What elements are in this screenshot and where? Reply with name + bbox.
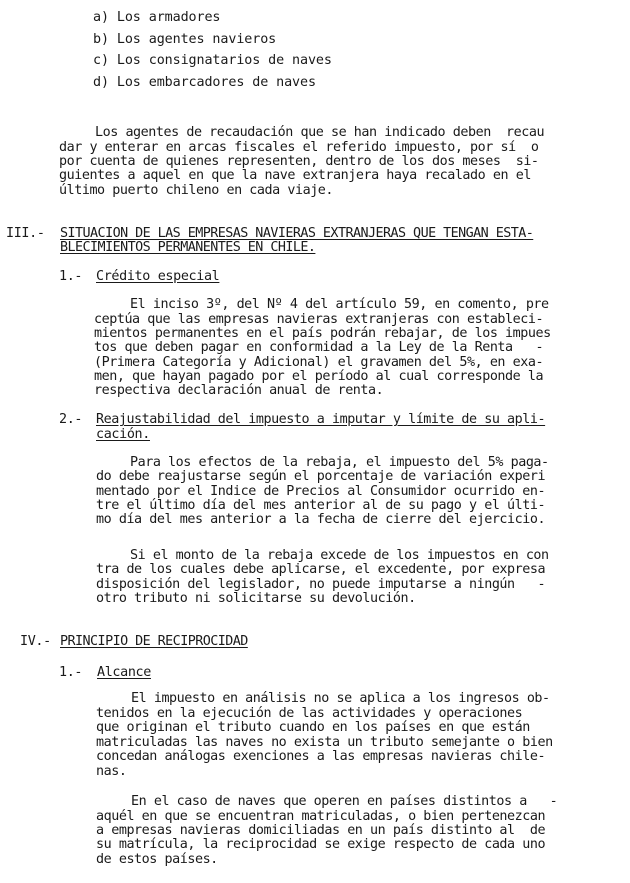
section-title: SITUACION DE LAS EMPRESAS NAVIERAS EXTRANJERAS QUE TENGAN ESTA-	[60, 226, 534, 241]
paragraph-line: a empresas navieras domiciliadas en un país distinto al de	[96, 823, 546, 838]
paragraph-line: El impuesto en análisis no se aplica a los ingresos ob-	[131, 691, 550, 706]
paragraph-line: último puerto chileno en cada viaje.	[59, 183, 334, 198]
paragraph-line: tre el último día del mes anterior al de su pago y el últi-	[96, 498, 546, 513]
paragraph-line: que originan el tributo cuando en los países en que están	[96, 720, 530, 735]
subsection-title: Crédito especial	[96, 269, 220, 284]
paragraph-line: su matrícula, la reciprocidad se exige respecto de cada uno	[96, 837, 546, 852]
section-numeral: III.-	[6, 226, 45, 241]
subsection-number: 1.-	[59, 269, 83, 284]
paragraph-line: mo día del mes anterior a la fecha de cierre del ejercicio.	[96, 512, 546, 527]
paragraph-line: por cuenta de quienes representen, dentro de los dos meses si-	[59, 154, 539, 169]
paragraph-line: do debe reajustarse según el porcentaje de variación experi	[96, 469, 546, 484]
paragraph-line: En el caso de naves que operen en países distintos a -	[131, 794, 558, 809]
paragraph-line: ceptúa que las empresas navieras extranjeras con estableci-	[94, 312, 544, 327]
list-item: b) Los agentes navieros	[93, 32, 277, 47]
paragraph-line: de estos países.	[96, 852, 218, 867]
paragraph-line: respectiva declaración anual de renta.	[94, 383, 384, 398]
paragraph-line: tra de los cuales debe aplicarse, el excedente, por expresa	[96, 562, 546, 577]
paragraph-line: Si el monto de la rebaja excede de los impuestos en con	[130, 548, 549, 563]
subsection-number: 1.-	[59, 665, 83, 680]
paragraph-line: Los agentes de recaudación que se han indicado deben recau	[95, 125, 545, 140]
subsection-title: cación.	[96, 427, 150, 442]
paragraph-line: concedan análogas exenciones a las empresas navieras chile-	[96, 749, 546, 764]
paragraph-line: tos que deben pagar en conformidad a la Ley de la Renta -	[94, 340, 544, 355]
paragraph-line: (Primera Categoría y Adicional) el gravamen del 5%, en exa-	[94, 355, 544, 370]
paragraph-line: matriculadas las naves no exista un tributo semejante o bien	[96, 735, 553, 750]
paragraph-line: aquél en que se encuentran matriculadas, o bien pertenezcan	[96, 809, 546, 824]
section-title: PRINCIPIO DE RECIPROCIDAD	[60, 634, 248, 649]
paragraph-line: mentado por el Indice de Precios al Consumidor ocurrido en-	[96, 484, 546, 499]
paragraph-line: guientes a aquel en que la nave extranjera haya recalado en el	[59, 168, 531, 183]
paragraph-line: tenidos en la ejecución de las actividades y operaciones	[96, 706, 523, 721]
paragraph-line: men, que hayan pagado por el período al cual corresponde la	[94, 369, 544, 384]
paragraph-line: Para los efectos de la rebaja, el impuesto del 5% paga-	[130, 455, 549, 470]
list-item: c) Los consignatarios de naves	[93, 53, 332, 68]
section-numeral: IV.-	[20, 634, 51, 649]
paragraph-line: disposición del legislador, no puede imputarse a ningún -	[96, 577, 546, 592]
section-title: BLECIMIENTOS PERMANENTES EN CHILE.	[60, 240, 316, 255]
paragraph-line: El inciso 3º, del Nº 4 del artículo 59, en comento, pre	[130, 297, 549, 312]
paragraph-line: dar y enterar en arcas fiscales el referido impuesto, por sí o	[59, 140, 539, 155]
subsection-title: Reajustabilidad del impuesto a imputar y límite de su apli-	[96, 412, 546, 427]
paragraph-line: mientos permanentes en el país podrán rebajar, de los impues	[94, 326, 551, 341]
list-item: a) Los armadores	[93, 10, 221, 25]
subsection-number: 2.-	[59, 412, 83, 427]
list-item: d) Los embarcadores de naves	[93, 75, 316, 90]
paragraph-line: nas.	[96, 764, 127, 779]
paragraph-line: otro tributo ni solicitarse su devolución.	[96, 591, 416, 606]
subsection-title: Alcance	[97, 665, 151, 680]
